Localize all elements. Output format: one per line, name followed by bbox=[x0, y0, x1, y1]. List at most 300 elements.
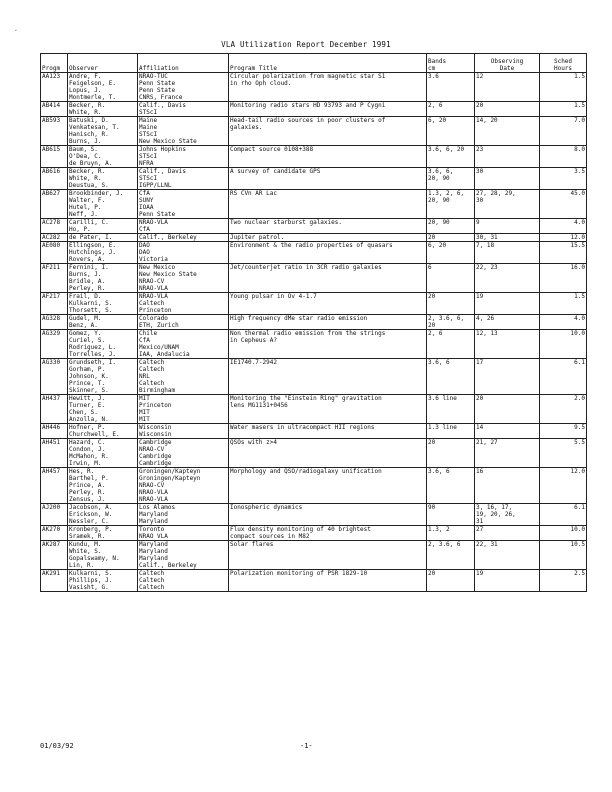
observer-cell-line: Erickson, W. bbox=[69, 511, 113, 518]
affiliation-cell-line: CNRS, France bbox=[139, 94, 183, 101]
affiliation-cell bbox=[138, 234, 229, 242]
observer-cell-line: Hutchings, J. bbox=[69, 249, 116, 256]
observing-date-cell bbox=[475, 330, 540, 359]
program-title-cell bbox=[229, 73, 427, 102]
program-code: AC278 bbox=[41, 219, 68, 234]
affiliation-cell-line: Calif., Berkeley bbox=[139, 562, 197, 569]
observer-cell-line: White, S. bbox=[69, 548, 102, 555]
program-title-cell bbox=[229, 504, 427, 526]
bands-cell-line: 2, 6 bbox=[428, 102, 443, 109]
observing-date-cell bbox=[475, 439, 540, 468]
bands-cell bbox=[427, 146, 475, 168]
program-title-cell bbox=[229, 146, 427, 168]
affiliation-cell bbox=[138, 73, 229, 102]
column-header-observer: Observer bbox=[68, 54, 138, 73]
observer-cell-line: Brookbinder, J. bbox=[69, 190, 124, 197]
program-title-cell bbox=[229, 315, 427, 330]
affiliation-cell-line: Groningen/Kapteyn bbox=[139, 468, 201, 475]
sched-hours-cell: 5.5 bbox=[540, 439, 587, 468]
affiliation-cell bbox=[138, 541, 229, 570]
sched-hours-cell: 12.0 bbox=[540, 234, 587, 242]
affiliation-cell bbox=[138, 293, 229, 315]
bands-cell bbox=[427, 395, 475, 424]
observing-date-cell bbox=[475, 117, 540, 146]
observer-cell-line: Anzolla, N. bbox=[69, 416, 109, 423]
program-code: AK291 bbox=[41, 570, 68, 592]
bands-cell-line: 90 bbox=[428, 504, 436, 511]
bands-cell-line: 20, 90 bbox=[428, 175, 450, 182]
observing-date-cell-line: 19 bbox=[476, 570, 484, 577]
affiliation-cell bbox=[138, 117, 229, 146]
program-code: AA123 bbox=[41, 73, 68, 102]
table-row bbox=[41, 424, 587, 439]
affiliation-cell-line: Cambridge bbox=[139, 453, 172, 460]
program-title-cell bbox=[229, 424, 427, 439]
program-title-cell-line: Ionospheric dynamics bbox=[230, 504, 303, 511]
table-row bbox=[41, 395, 587, 424]
program-title-cell-line: Flux density monitoring of 40 brightest bbox=[230, 526, 371, 533]
program-title-cell-line: Solar flares bbox=[230, 541, 274, 548]
observer-cell-line: Perley, R. bbox=[69, 489, 106, 496]
program-title-cell-line: Young pulsar in Ov 4-1.7 bbox=[230, 293, 317, 300]
program-code: AG328 bbox=[41, 315, 68, 330]
observing-date-cell-line: 17 bbox=[476, 359, 484, 366]
column-header-program-title: Program Title bbox=[229, 54, 427, 73]
bands-cell-line: 6, 20 bbox=[428, 117, 447, 124]
bands-cell bbox=[427, 439, 475, 468]
program-title-cell-line: in Cepheus A? bbox=[230, 337, 277, 344]
affiliation-cell bbox=[138, 190, 229, 219]
table-row bbox=[41, 359, 587, 395]
bands-cell-line: 20 bbox=[428, 570, 436, 577]
program-title-cell bbox=[229, 242, 427, 264]
observer-cell-line: Montmerle, T. bbox=[69, 94, 116, 101]
bands-cell bbox=[427, 541, 475, 570]
sched-hours-cell: 9.5 bbox=[540, 424, 587, 439]
observing-date-cell bbox=[475, 293, 540, 315]
affiliation-cell-line: NRAO-VLA bbox=[139, 219, 168, 226]
sched-hours-cell: 4.0 bbox=[540, 315, 587, 330]
affiliation-cell-line: Maryland bbox=[139, 518, 168, 525]
observing-date-cell-line: 16 bbox=[476, 468, 484, 475]
bands-cell-line: 1.3, 2, 6, bbox=[428, 190, 465, 197]
program-title-cell-line: Monitoring radio stars HD 93793 and P Cygni bbox=[230, 102, 386, 109]
observing-date-cell bbox=[475, 359, 540, 395]
bands-cell-line: 2, 6 bbox=[428, 330, 443, 337]
observer-cell-line: Grundseth, I. bbox=[69, 359, 116, 366]
observing-date-cell bbox=[475, 526, 540, 541]
scan-mark: ˇ bbox=[14, 30, 18, 37]
program-code: AK287 bbox=[41, 541, 68, 570]
program-title-cell-line: lens MG1131+0456 bbox=[230, 402, 288, 409]
observing-date-cell bbox=[475, 424, 540, 439]
table-row bbox=[41, 73, 587, 102]
observer-cell-line: Deustua, S. bbox=[69, 182, 109, 189]
observer-cell-line: Gudel, M. bbox=[69, 315, 102, 322]
observer-cell-line: Rodriguez, L. bbox=[69, 344, 116, 351]
observer-cell-line: Gorham, P. bbox=[69, 366, 106, 373]
affiliation-cell bbox=[138, 330, 229, 359]
affiliation-cell-line: Penn State bbox=[139, 80, 176, 87]
affiliation-cell-line: Maine bbox=[139, 124, 158, 131]
affiliation-cell bbox=[138, 439, 229, 468]
affiliation-cell-line: STScI bbox=[139, 175, 158, 182]
program-code: AJ200 bbox=[41, 504, 68, 526]
table-body bbox=[41, 73, 587, 592]
program-title-cell bbox=[229, 117, 427, 146]
affiliation-cell bbox=[138, 570, 229, 592]
observer-cell-line: Kulkarni, S. bbox=[69, 300, 113, 307]
bands-cell bbox=[427, 330, 475, 359]
observer-cell-line: Ho, P. bbox=[69, 226, 91, 233]
observer-cell bbox=[68, 504, 138, 526]
page-title: VLA Utilization Report December 1991 bbox=[221, 40, 391, 49]
program-code: AE080 bbox=[41, 242, 68, 264]
affiliation-cell-line: DAO bbox=[139, 249, 150, 256]
column-header-prog: Progm bbox=[41, 54, 68, 73]
bands-cell-line: 20 bbox=[428, 439, 436, 446]
observing-date-cell bbox=[475, 315, 540, 330]
sched-hours-cell: 1.5 bbox=[540, 102, 587, 117]
affiliation-cell-line: Colorado bbox=[139, 315, 168, 322]
observer-cell-line: Fernini, I. bbox=[69, 264, 109, 271]
sched-hours-cell: 16.0 bbox=[540, 264, 587, 293]
affiliation-cell-line: ETH, Zurich bbox=[139, 322, 179, 329]
observer-cell bbox=[68, 424, 138, 439]
affiliation-cell-line: IGPP/LLNL bbox=[139, 182, 172, 189]
affiliation-cell-line: IAA, Andalucia bbox=[139, 351, 190, 358]
program-title-cell bbox=[229, 293, 427, 315]
affiliation-cell-line: NRL bbox=[139, 373, 150, 380]
program-title-cell bbox=[229, 541, 427, 570]
observer-cell-line: Churchwell, E. bbox=[69, 431, 120, 438]
program-title-cell-line: in rho Oph cloud. bbox=[230, 80, 292, 87]
affiliation-cell-line: CfA bbox=[139, 337, 150, 344]
program-title-cell-line: Compact source 0108+388 bbox=[230, 146, 314, 153]
bands-cell bbox=[427, 102, 475, 117]
observer-cell-line: Carilli, C. bbox=[69, 219, 109, 226]
observer-cell-line: Jacobson, A. bbox=[69, 504, 113, 511]
observer-cell-line: Vasisht, G. bbox=[69, 584, 109, 591]
program-title-cell bbox=[229, 234, 427, 242]
observing-date-cell-line: 4, 26 bbox=[476, 315, 495, 322]
observer-cell-line: Condon, J. bbox=[69, 446, 106, 453]
observer-cell-line: White, R. bbox=[69, 109, 102, 116]
observer-cell-line: Ellingson, E. bbox=[69, 242, 116, 249]
program-code: AH437 bbox=[41, 395, 68, 424]
affiliation-cell-line: STScI bbox=[139, 153, 158, 160]
program-code: AH457 bbox=[41, 468, 68, 504]
bands-cell bbox=[427, 504, 475, 526]
observer-cell-line: McMahon, R. bbox=[69, 453, 109, 460]
affiliation-cell-line: CfA bbox=[139, 190, 150, 197]
affiliation-cell bbox=[138, 219, 229, 234]
observer-cell bbox=[68, 146, 138, 168]
table-row bbox=[41, 146, 587, 168]
affiliation-cell bbox=[138, 468, 229, 504]
affiliation-cell-line: NRAO-VLA bbox=[139, 293, 168, 300]
observer-cell bbox=[68, 264, 138, 293]
affiliation-cell bbox=[138, 359, 229, 395]
bands-cell-line: 6 bbox=[428, 264, 432, 271]
affiliation-cell-line: New Mexico State bbox=[139, 271, 197, 278]
affiliation-cell-line: MIT bbox=[139, 395, 150, 402]
program-title-cell-line: RS CVn AR Lac bbox=[230, 190, 277, 197]
program-code: AB627 bbox=[41, 190, 68, 219]
affiliation-cell bbox=[138, 395, 229, 424]
observing-date-cell-line: 20 bbox=[476, 102, 484, 109]
affiliation-cell-line: Cambridge bbox=[139, 460, 172, 467]
observing-date-cell-line: 30, 31 bbox=[476, 234, 498, 241]
affiliation-cell-line: MIT bbox=[139, 416, 150, 423]
observer-cell-line: Kulkarni, S. bbox=[69, 570, 113, 577]
affiliation-cell-line: STScI bbox=[139, 131, 158, 138]
observer-cell-line: Lin, R. bbox=[69, 562, 95, 569]
observer-cell-line: Johnson, K. bbox=[69, 373, 109, 380]
program-title-cell-line: A survey of candidate GPS bbox=[230, 168, 321, 175]
bands-cell bbox=[427, 359, 475, 395]
bands-cell bbox=[427, 234, 475, 242]
observer-cell-line: Torrelles, J. bbox=[69, 351, 116, 358]
program-title-cell bbox=[229, 468, 427, 504]
affiliation-cell-line: Caltech bbox=[139, 300, 165, 307]
footer-date: 01/03/92 bbox=[40, 742, 74, 750]
utilization-table bbox=[40, 53, 587, 592]
affiliation-cell bbox=[138, 102, 229, 117]
bands-cell-line: 3.6, 6, bbox=[428, 168, 454, 175]
sched-hours-cell: 10.0 bbox=[540, 526, 587, 541]
observing-date-cell-line: 7, 18 bbox=[476, 242, 495, 249]
column-header-sched-hours: Sched Hours bbox=[540, 54, 587, 73]
program-title-cell bbox=[229, 330, 427, 359]
observer-cell-line: Venkatesan, T. bbox=[69, 124, 120, 131]
sched-hours-cell: 10.5 bbox=[540, 541, 587, 570]
program-title-cell bbox=[229, 395, 427, 424]
observer-cell bbox=[68, 234, 138, 242]
program-title-cell-line: galaxies. bbox=[230, 124, 263, 131]
sched-hours-cell: 2.0 bbox=[540, 395, 587, 424]
observer-cell-line: Gopalswamy, N. bbox=[69, 555, 120, 562]
program-title-cell-line: QSOs with z>4 bbox=[230, 439, 277, 446]
program-title-cell-line: IE1740.7-2942 bbox=[230, 359, 277, 366]
observer-cell-line: Hazard, C. bbox=[69, 439, 106, 446]
observer-cell-line: Hutel, P. bbox=[69, 204, 102, 211]
observer-cell-line: Burns, J. bbox=[69, 138, 102, 145]
observing-date-cell bbox=[475, 146, 540, 168]
program-title-cell-line: High frequency dMe star radio emission bbox=[230, 315, 368, 322]
program-title-cell-line: Jet/counterjet ratio in 3CR radio galaxies bbox=[230, 264, 382, 271]
affiliation-cell-line: NRAO-CV bbox=[139, 278, 165, 285]
affiliation-cell-line: Wisconsin bbox=[139, 431, 172, 438]
observer-cell-line: Becker, R. bbox=[69, 102, 106, 109]
affiliation-cell-line: NRAO-CV bbox=[139, 446, 165, 453]
affiliation-cell-line: Calif., Berkeley bbox=[139, 234, 197, 241]
observer-cell bbox=[68, 315, 138, 330]
bands-cell-line: 20 bbox=[428, 234, 436, 241]
bands-cell-line: 20, 90 bbox=[428, 219, 450, 226]
observer-cell-line: Curiel, S. bbox=[69, 337, 106, 344]
affiliation-cell-line: Princeton bbox=[139, 307, 172, 314]
observing-date-cell-line: 23 bbox=[476, 146, 484, 153]
observing-date-cell bbox=[475, 168, 540, 190]
observer-cell-line: Andre, F. bbox=[69, 73, 102, 80]
program-title-cell-line: Circular polarization from magnetic star S1 bbox=[230, 73, 386, 80]
affiliation-cell-line: Princeton bbox=[139, 402, 172, 409]
observing-date-cell-line: 22, 31 bbox=[476, 541, 498, 548]
table-row bbox=[41, 102, 587, 117]
observer-cell-line: Barthel, P. bbox=[69, 475, 109, 482]
sched-hours-cell: 4.0 bbox=[540, 219, 587, 234]
program-code: AB414 bbox=[41, 102, 68, 117]
observing-date-cell bbox=[475, 468, 540, 504]
bands-cell-line: 2, 3.6, 6, bbox=[428, 315, 465, 322]
bands-cell bbox=[427, 570, 475, 592]
program-code: AB615 bbox=[41, 146, 68, 168]
program-title-cell-line: Non thermal radio emission from the strings bbox=[230, 330, 386, 337]
observer-cell-line: Becker, R. bbox=[69, 168, 106, 175]
affiliation-cell-line: NRAO-TUC bbox=[139, 73, 168, 80]
affiliation-cell bbox=[138, 315, 229, 330]
sched-hours-cell: 1.5 bbox=[540, 293, 587, 315]
sched-hours-cell: 6.1 bbox=[540, 359, 587, 395]
table-row bbox=[41, 242, 587, 264]
sched-hours-cell: 3.5 bbox=[540, 168, 587, 190]
bands-cell bbox=[427, 424, 475, 439]
table-row bbox=[41, 468, 587, 504]
affiliation-cell-line: NRAO-VLA bbox=[139, 489, 168, 496]
affiliation-cell-line: Caltech bbox=[139, 570, 165, 577]
sched-hours-cell: 2.5 bbox=[540, 570, 587, 592]
observing-date-cell-line: 12 bbox=[476, 73, 484, 80]
program-title-cell bbox=[229, 190, 427, 219]
table-row bbox=[41, 234, 587, 242]
affiliation-cell-line: NFRA bbox=[139, 160, 154, 167]
observer-cell bbox=[68, 359, 138, 395]
affiliation-cell-line: Cambridge bbox=[139, 439, 172, 446]
bands-cell bbox=[427, 242, 475, 264]
observing-date-cell-line: 9 bbox=[476, 219, 480, 226]
observer-cell-line: Walter, F. bbox=[69, 197, 106, 204]
observer-cell-line: White, R. bbox=[69, 175, 102, 182]
observer-cell-line: Bridle, A. bbox=[69, 278, 106, 285]
observer-cell-line: O'Dea, C. bbox=[69, 153, 102, 160]
observing-date-cell bbox=[475, 541, 540, 570]
observer-cell-line: Neff, J. bbox=[69, 211, 98, 218]
program-title-cell-line: Environment & the radio properties of quasars bbox=[230, 242, 393, 249]
affiliation-cell bbox=[138, 264, 229, 293]
bands-cell-line: 3.6, 6 bbox=[428, 359, 450, 366]
header-row bbox=[41, 54, 587, 73]
program-title-cell-line: Monitoring the "Einstein Ring" gravitation bbox=[230, 395, 382, 402]
affiliation-cell-line: Wisconsin bbox=[139, 424, 172, 431]
affiliation-cell bbox=[138, 168, 229, 190]
affiliation-cell-line: Maryland bbox=[139, 541, 168, 548]
column-header-observing-date: Observing Date bbox=[475, 54, 540, 73]
observing-date-cell bbox=[475, 73, 540, 102]
bands-cell bbox=[427, 293, 475, 315]
affiliation-cell-line: Penn State bbox=[139, 211, 176, 218]
observer-cell-line: Benz, A. bbox=[69, 322, 98, 329]
affiliation-cell bbox=[138, 146, 229, 168]
sched-hours-cell: 12.0 bbox=[540, 468, 587, 504]
page-number: -1- bbox=[300, 742, 313, 750]
table-row bbox=[41, 439, 587, 468]
observer-cell bbox=[68, 117, 138, 146]
program-title-cell-line: Head-tail radio sources in poor clusters of bbox=[230, 117, 386, 124]
bands-cell bbox=[427, 526, 475, 541]
observing-date-cell-line: 27, 28, 29, bbox=[476, 190, 516, 197]
program-title-cell-line: Polarization monitoring of PSR 1829-10 bbox=[230, 570, 368, 577]
affiliation-cell-line: DAO bbox=[139, 242, 150, 249]
table-row bbox=[41, 570, 587, 592]
affiliation-cell-line: NRAO-VLA bbox=[139, 285, 168, 292]
program-code: AB616 bbox=[41, 168, 68, 190]
bands-cell-line: 20 bbox=[428, 322, 436, 329]
observer-cell bbox=[68, 242, 138, 264]
bands-cell bbox=[427, 219, 475, 234]
observer-cell bbox=[68, 73, 138, 102]
program-title-cell-line: Morphology and QSO/radiogalaxy unification bbox=[230, 468, 382, 475]
observer-cell bbox=[68, 468, 138, 504]
observer-cell bbox=[68, 293, 138, 315]
affiliation-cell-line: Johns Hopkins bbox=[139, 146, 186, 153]
table-row bbox=[41, 219, 587, 234]
observing-date-cell bbox=[475, 102, 540, 117]
observer-cell-line: Feigelson, E. bbox=[69, 80, 116, 87]
observer-cell-line: Hes, R. bbox=[69, 468, 95, 475]
sched-hours-cell: 7.0 bbox=[540, 117, 587, 146]
observing-date-cell-line: 20 bbox=[476, 395, 484, 402]
table-row bbox=[41, 541, 587, 570]
program-title-cell bbox=[229, 359, 427, 395]
observing-date-cell-line: 14 bbox=[476, 424, 484, 431]
affiliation-cell-line: Maryland bbox=[139, 548, 168, 555]
observing-date-cell-line: 27 bbox=[476, 526, 484, 533]
bands-cell bbox=[427, 168, 475, 190]
affiliation-cell-line: Penn State bbox=[139, 87, 176, 94]
affiliation-cell-line: Maryland bbox=[139, 511, 168, 518]
observer-cell-line: Nessler, C. bbox=[69, 518, 109, 525]
affiliation-cell-line: NRAO VLA bbox=[139, 533, 168, 540]
sched-hours-cell: 10.0 bbox=[540, 330, 587, 359]
program-title-cell bbox=[229, 219, 427, 234]
affiliation-cell-line: NRAO-VLA bbox=[139, 496, 168, 503]
program-code: AH446 bbox=[41, 424, 68, 439]
observer-cell bbox=[68, 219, 138, 234]
observer-cell-line: Kronberg, P. bbox=[69, 526, 113, 533]
observing-date-cell-line: 3, 16, 17, bbox=[476, 504, 513, 511]
observer-cell bbox=[68, 526, 138, 541]
column-header-bands: Bands cm bbox=[427, 54, 475, 73]
affiliation-cell-line: New Mexico bbox=[139, 264, 176, 271]
table-row bbox=[41, 526, 587, 541]
program-title-cell bbox=[229, 264, 427, 293]
observing-date-cell bbox=[475, 234, 540, 242]
affiliation-cell-line: Maryland bbox=[139, 555, 168, 562]
affiliation-cell-line: Caltech bbox=[139, 380, 165, 387]
observer-cell-line: Batuski, D. bbox=[69, 117, 109, 124]
observer-cell-line: Prince, A. bbox=[69, 482, 106, 489]
affiliation-cell-line: Caltech bbox=[139, 359, 165, 366]
program-title-cell bbox=[229, 526, 427, 541]
affiliation-cell bbox=[138, 424, 229, 439]
observing-date-cell-line: 12, 13 bbox=[476, 330, 498, 337]
affiliation-cell bbox=[138, 242, 229, 264]
bands-cell bbox=[427, 117, 475, 146]
observing-date-cell-line: 31 bbox=[476, 518, 484, 525]
observer-cell bbox=[68, 330, 138, 359]
observer-cell bbox=[68, 395, 138, 424]
